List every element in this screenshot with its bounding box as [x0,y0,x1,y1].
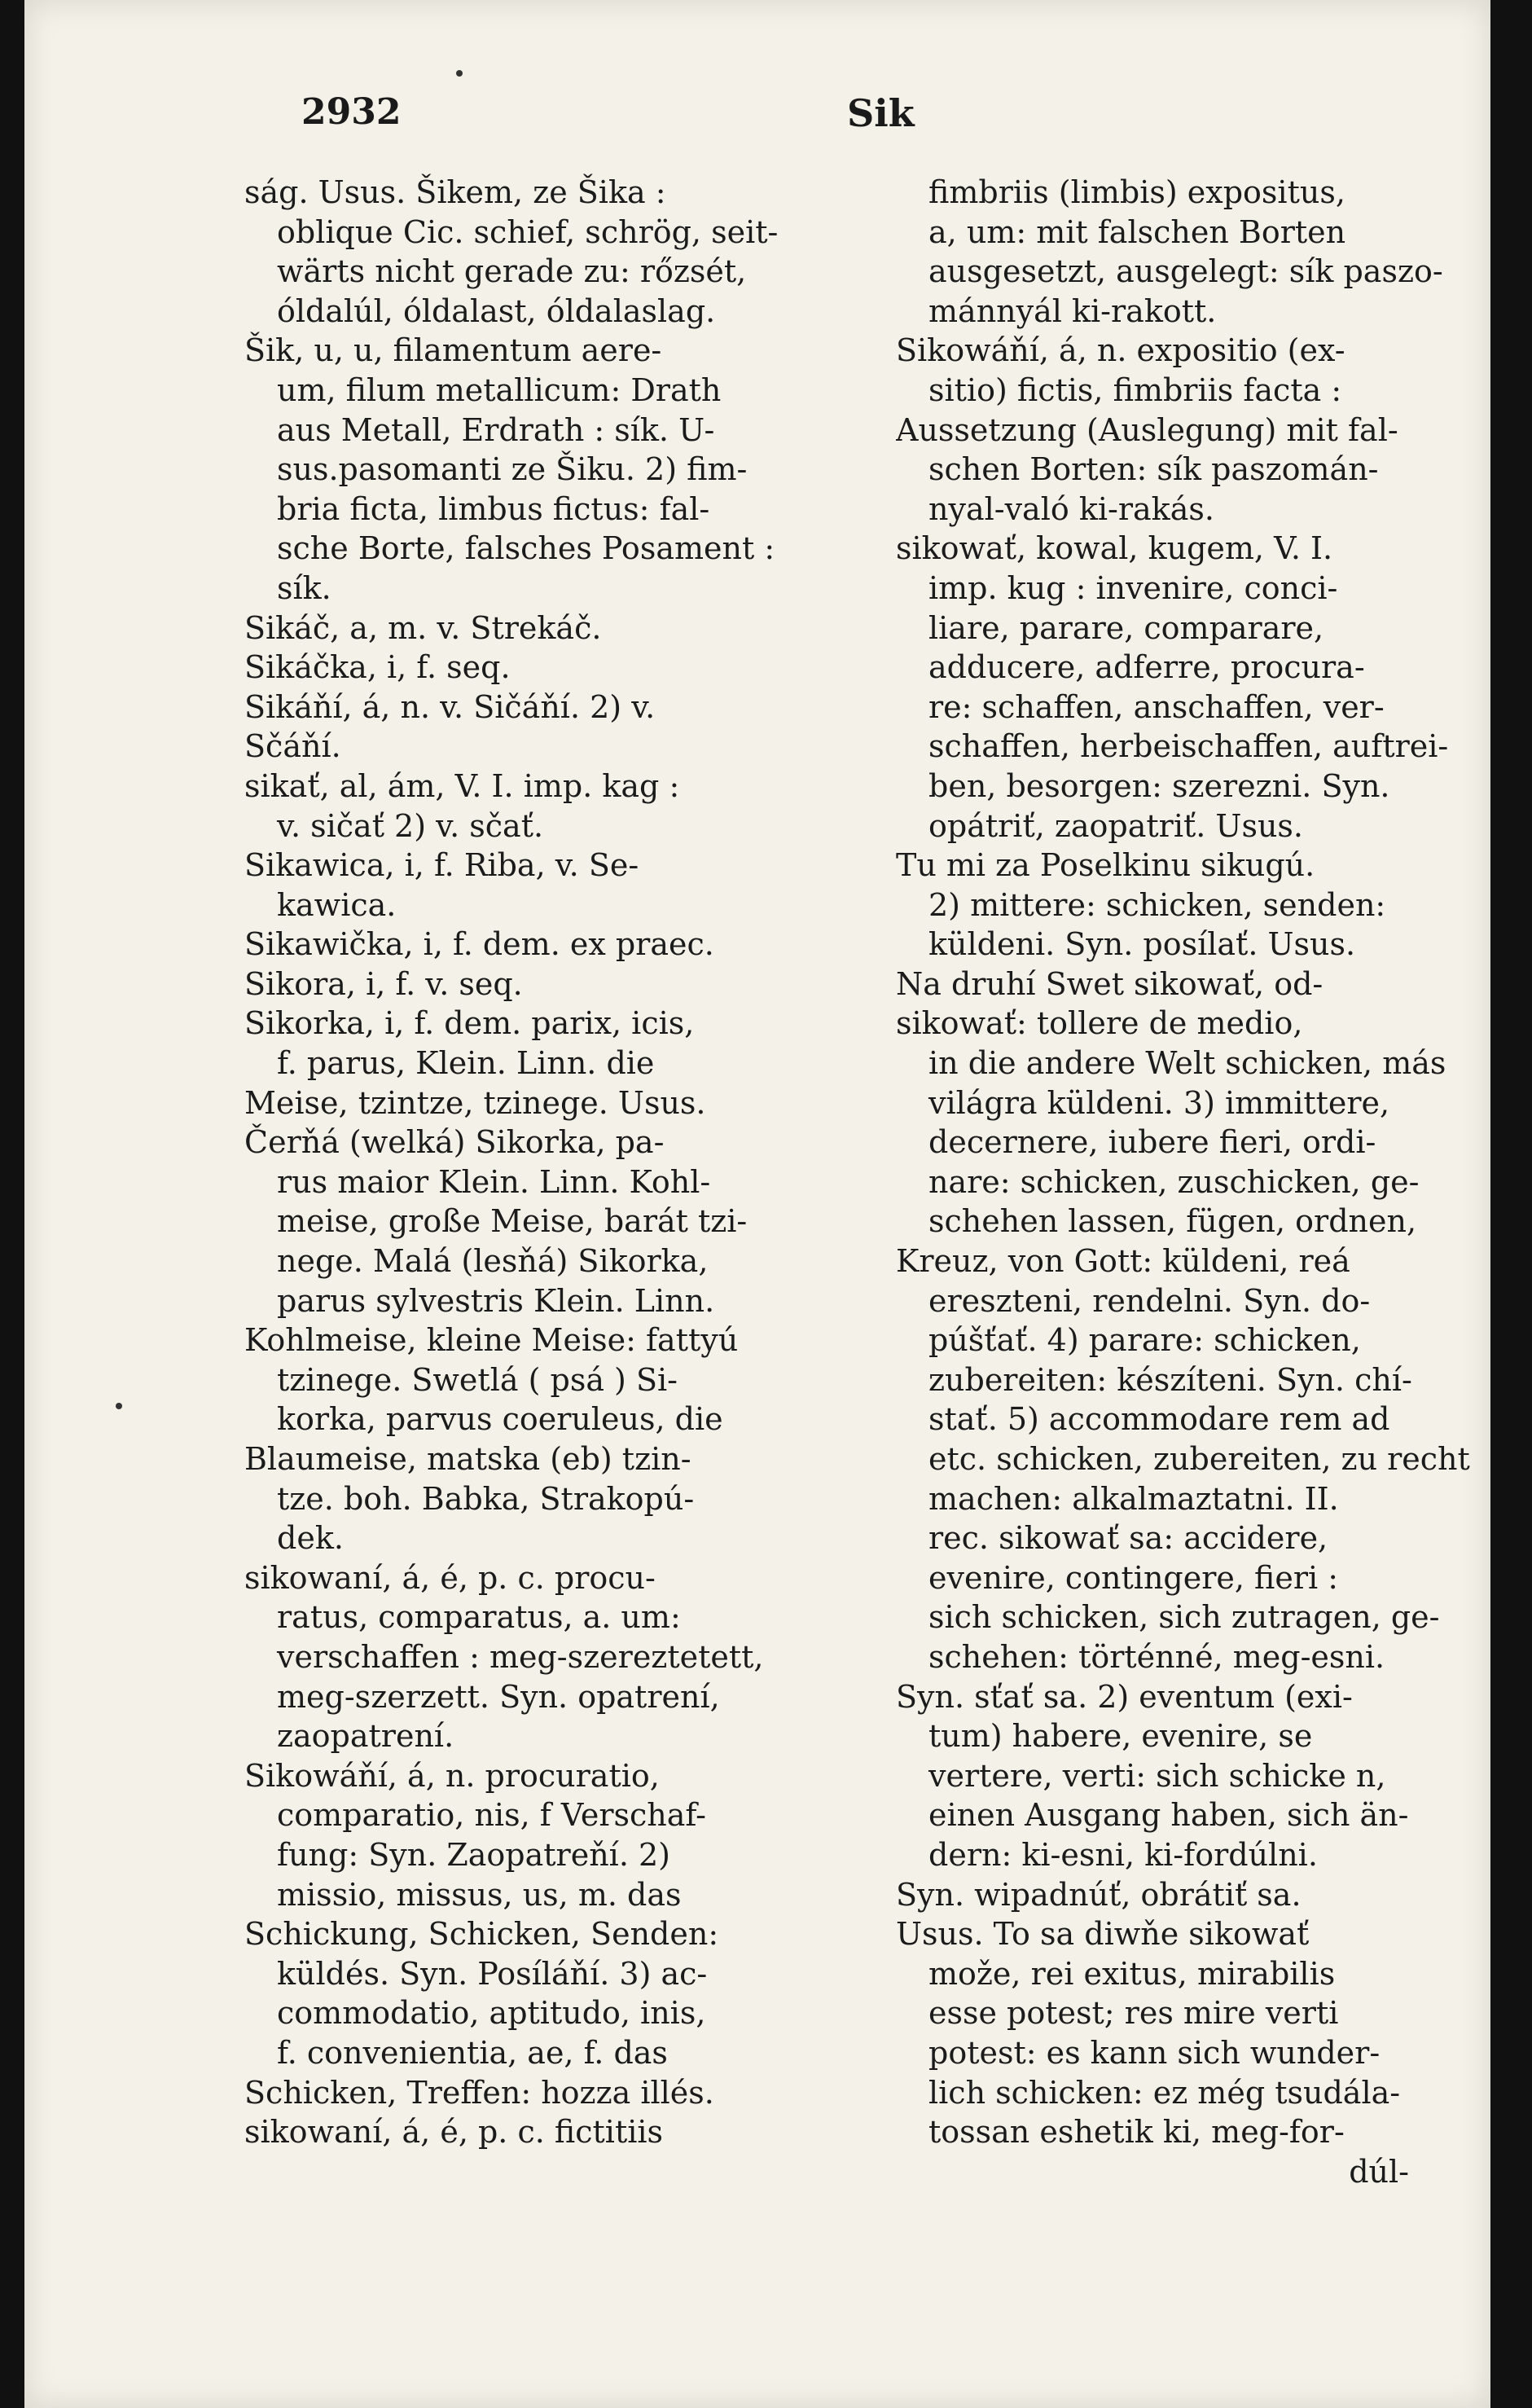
text-line: sche Borte, falsches Posament : [277,530,775,567]
text-line: zubereiten: készíteni. Syn. chí- [928,1361,1412,1398]
text-line: a, um: mit falschen Borten [928,213,1346,250]
text-line: Sikowáňí, á, n. expositio (ex- [896,332,1345,369]
text-line: nare: schicken, zuschicken, ge- [928,1163,1420,1200]
text-line: dek. [277,1520,344,1557]
text-line: aus Metall, Erdrath : sík. U- [277,411,715,448]
text-line: opátriť, zaopatriť. Usus. [928,807,1304,844]
text-line: küldeni. Syn. posílať. Usus. [928,926,1356,963]
text-line: f. parus, Klein. Linn. die [277,1045,655,1082]
text-line: Sikorka, i, f. dem. parix, icis, [244,1005,695,1042]
text-line: sikowať, kowal, kugem, V. I. [896,530,1333,567]
text-line: decernere, iubere fieri, ordi- [928,1124,1376,1161]
text-line: óldalúl, óldalast, óldalaslag. [277,292,716,329]
left-column [244,173,855,2152]
text-line: tossan eshetik ki, meg-for- [928,2114,1345,2151]
text-line: ben, besorgen: szerezni. Syn. [928,767,1390,804]
print-speck [456,70,463,77]
text-line: rus maior Klein. Linn. Kohl- [277,1163,711,1200]
text-line: Schickung, Schicken, Senden: [244,1916,719,1953]
running-head: Sik [847,91,915,135]
print-speck [116,1403,122,1409]
text-line: mánnyál ki-rakott. [928,292,1217,329]
text-line: sikowať: tollere de medio, [896,1005,1303,1042]
text-line: meise, große Meise, barát tzi- [277,1203,748,1240]
text-line: fimbriis (limbis) expositus, [928,174,1345,210]
page-header [24,91,1490,140]
text-line: sík. [277,569,331,606]
text-line: ság. Usus. Šikem, ze Šika : [244,174,666,210]
text-line: kawica. [277,886,397,923]
text-line: dern: ki-esni, ki-fordúlni. [928,1836,1318,1873]
text-line: zaopatrení. [277,1718,454,1755]
right-column [896,173,1482,2191]
text-line: esse potest; res mire verti [928,1995,1339,2032]
text-line: Aussetzung (Auslegung) mit fal- [896,411,1398,448]
text-line: potest: es kann sich wunder- [928,2034,1381,2071]
text-line: ereszteni, rendelni. Syn. do- [928,1282,1371,1319]
text-line: Sikawica, i, f. Riba, v. Se- [244,847,639,884]
text-line: Sikawička, i, f. dem. ex praec. [244,926,714,963]
text-line: bria ficta, limbus fictus: fal- [277,490,710,527]
text-line: parus sylvestris Klein. Linn. [277,1282,715,1319]
text-line: ausgesetzt, ausgelegt: sík paszo- [928,253,1443,290]
text-line: rec. sikowať sa: accidere, [928,1520,1328,1557]
text-line: commodatio, aptitudo, inis, [277,1995,706,2032]
text-line: Šik, u, u, filamentum aere- [244,332,662,369]
text-line: Sikáč, a, m. v. Strekáč. [244,609,602,646]
text-line: Na druhí Swet sikowať, od- [896,965,1323,1002]
text-line: machen: alkalmaztatni. II. [928,1480,1339,1517]
text-line: púšťať. 4) parare: schicken, [928,1322,1361,1359]
text-line: um, filum metallicum: Drath [277,371,722,408]
text-line: oblique Cic. schief, schrög, seit- [277,213,779,250]
text-line: lich schicken: ez még tsudála- [928,2074,1401,2111]
text-line: ratus, comparatus, a. um: [277,1599,681,1636]
text-line: adducere, adferre, procura- [928,649,1365,686]
text-line: etc. schicken, zubereiten, zu recht [928,1441,1470,1477]
text-line: 2) mittere: schicken, senden: [928,886,1386,923]
text-line: nege. Malá (lesňá) Sikorka, [277,1243,709,1280]
text-line: Syn. sťať sa. 2) eventum (exi- [896,1678,1353,1715]
text-line: re: schaffen, anschaffen, ver- [928,688,1385,725]
text-line: vertere, verti: sich schicke n, [928,1757,1386,1794]
text-line: sus.pasomanti ze Šiku. 2) fim- [277,451,748,488]
text-line: v. sičať 2) v. sčať. [277,807,544,844]
text-line: Blaumeise, matska (eb) tzin- [244,1441,691,1477]
text-line: stať. 5) accommodare rem ad [928,1401,1390,1438]
text-line: Tu mi za Poselkinu sikugú. [896,847,1315,884]
text-line: Usus. To sa diwňe sikowať [896,1916,1310,1953]
text-line: korka, parvus coeruleus, die [277,1401,723,1438]
text-line: sikowaní, á, é, p. c. procu- [244,1559,656,1596]
text-line: liare, parare, comparare, [928,609,1324,646]
text-line: Syn. wipadnúť, obrátiť sa. [896,1876,1302,1913]
text-line: sich schicken, sich zutragen, ge- [928,1599,1440,1636]
text-line: missio, missus, us, m. das [277,1876,682,1913]
text-line: Čerňá (welká) Sikorka, pa- [244,1124,665,1161]
text-line: Meise, tzintze, tzinege. Usus. [244,1084,706,1121]
text-line: tum) habere, evenire, se [928,1718,1313,1755]
text-line: sitio) fictis, fimbriis facta : [928,371,1342,408]
text-line: Sikáčka, i, f. seq. [244,649,511,686]
text-line: Sikowáňí, á, n. procuratio, [244,1757,660,1794]
text-line: schen Borten: sík paszomán- [928,451,1379,488]
text-line: in die andere Welt schicken, más [928,1045,1446,1082]
text-line: világra küldeni. 3) immittere, [928,1084,1390,1121]
text-line: küldés. Syn. Posíláňí. 3) ac- [277,1955,708,1992]
text-line: f. convenientia, ae, f. das [277,2034,668,2071]
text-line: tzinege. Swetlá ( psá ) Si- [277,1361,678,1398]
text-line: imp. kug : invenire, conci- [928,569,1338,606]
text-line: Sčáňí. [244,728,341,765]
text-line: einen Ausgang haben, sich än- [928,1797,1409,1834]
text-line: wärts nicht gerade zu: rőzsét, [277,253,747,290]
text-line: fung: Syn. Zaopatreňí. 2) [277,1836,670,1873]
text-line: Kohlmeise, kleine Meise: fattyú [244,1322,739,1359]
text-line: dúl- [1349,2153,1409,2190]
text-line: nyal-való ki-rakás. [928,490,1214,527]
text-line: comparatio, nis, f Verschaf- [277,1797,706,1834]
text-line: schaffen, herbeischaffen, auftrei- [928,728,1449,765]
text-line: Kreuz, von Gott: küldeni, reá [896,1243,1350,1280]
text-line: Sikáňí, á, n. v. Sičáňí. 2) v. [244,688,656,725]
text-line: Sikora, i, f. v. seq. [244,965,523,1002]
text-line: verschaffen : meg-szereztetett, [277,1638,764,1675]
text-line: schehen lassen, fügen, ordnen, [928,1203,1417,1240]
dictionary-page [24,0,1490,2408]
text-line: sikať, al, ám, V. I. imp. kag : [244,767,680,804]
text-line: Schicken, Treffen: hozza illés. [244,2074,714,2111]
text-line: tze. boh. Babka, Strakopú- [277,1480,695,1517]
page-number: 2932 [301,91,402,133]
text-line: sikowaní, á, é, p. c. fictitiis [244,2114,664,2151]
text-line: schehen: történné, meg-esni. [928,1638,1385,1675]
text-line: može, rei exitus, mirabilis [928,1955,1336,1992]
text-line: meg-szerzett. Syn. opatrení, [277,1678,720,1715]
text-line: evenire, contingere, fieri : [928,1559,1339,1596]
